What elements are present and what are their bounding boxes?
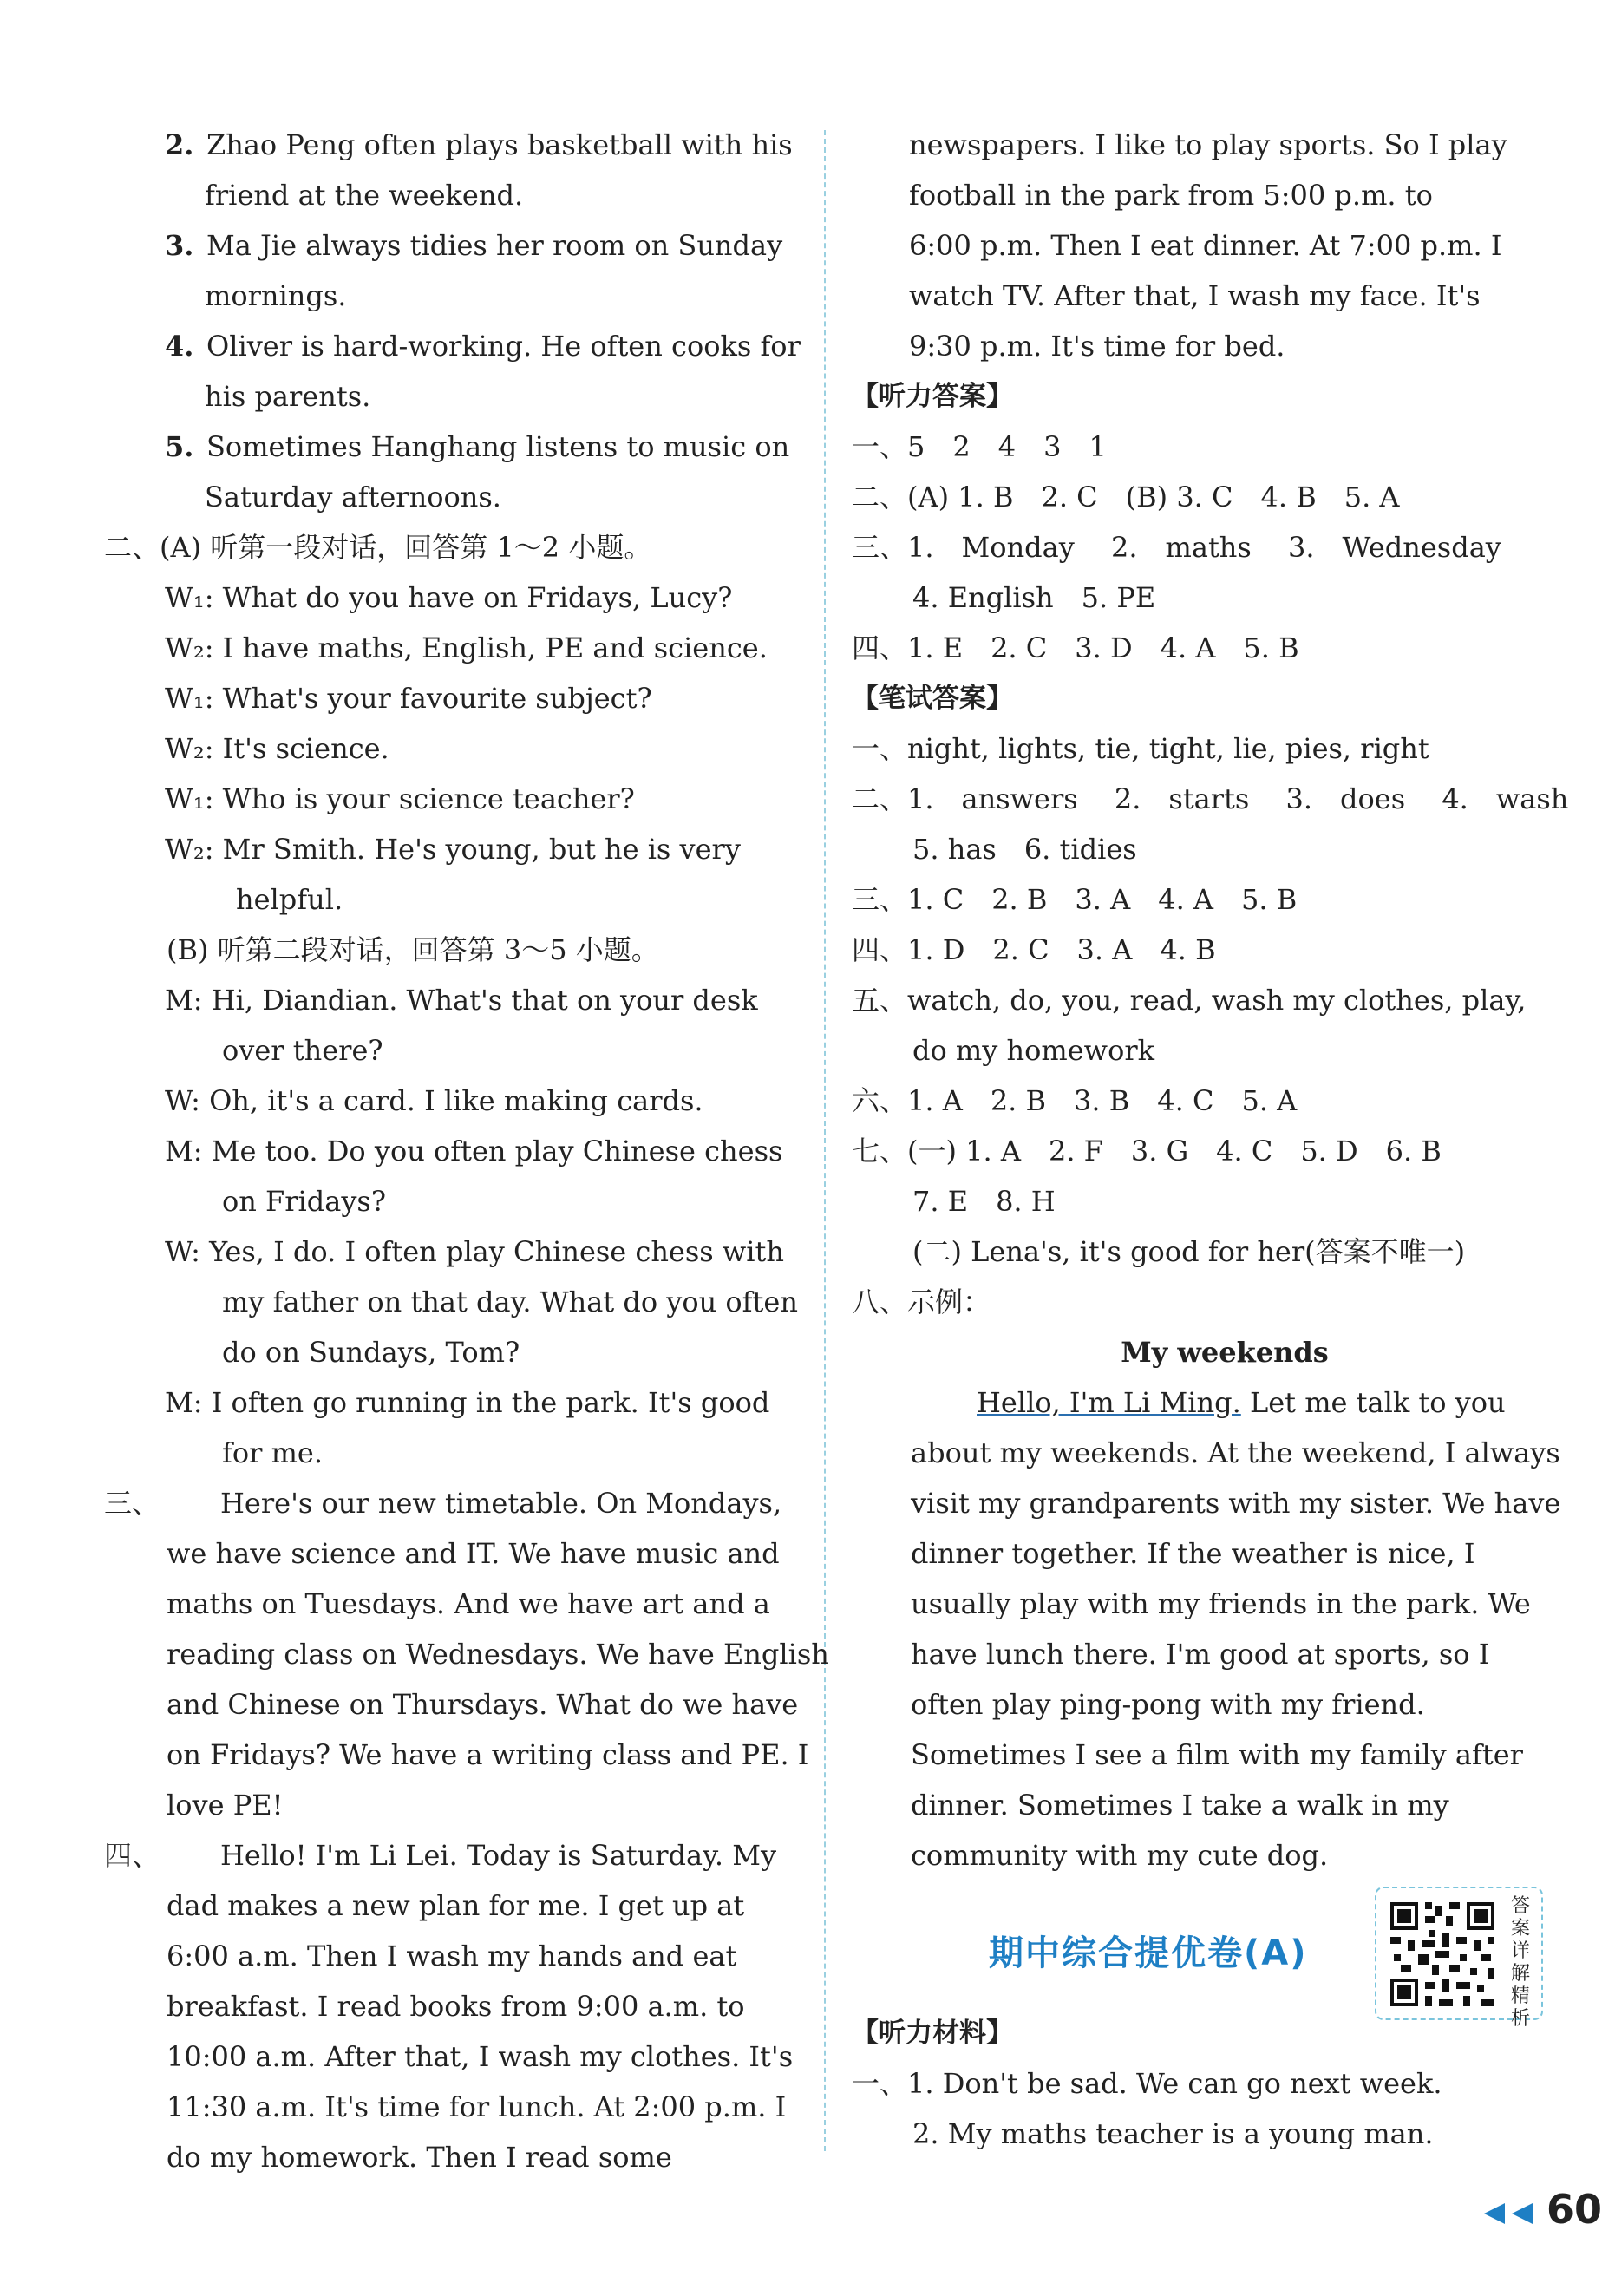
answer-line: do my homework — [912, 1034, 1155, 1067]
answer-line: 四、1. E 2. C 3. D 4. A 5. B — [852, 631, 1299, 664]
dialog-text: What do you have on Fridays, Lucy? — [222, 581, 733, 614]
speaker: W₁: — [165, 581, 214, 614]
passage-text: on Fridays? We have a writing class and PE. I — [167, 1738, 809, 1771]
dialog-text: over there? — [222, 1034, 383, 1067]
passage-text: and Chinese on Thursdays. What do we have — [167, 1688, 799, 1721]
essay-title: My weekends — [1121, 1336, 1329, 1369]
dialog-text: for me. — [222, 1436, 324, 1469]
item-number: 4. — [165, 330, 194, 363]
dialog-text: do on Sundays, Tom? — [222, 1336, 520, 1369]
speaker: M: — [165, 1135, 203, 1168]
passage-text: 9:30 p.m. It's time for bed. — [909, 330, 1285, 363]
right-column — [852, 120, 1569, 1881]
essay-text: usually play with my friends in the park. We — [911, 1587, 1531, 1620]
answer-line: 7. E 8. H — [912, 1185, 1056, 1218]
passage-text: Here's our new timetable. On Mondays, — [220, 1487, 782, 1520]
section-title: 期中综合提优卷(A) — [989, 1933, 1308, 1973]
answer-line: 三、1. C 2. B 3. A 4. A 5. B — [852, 883, 1298, 916]
essay-text: community with my cute dog. — [911, 1839, 1329, 1872]
speaker: W₂: — [165, 732, 214, 765]
passage-text: dad makes a new plan for me. I get up at — [167, 1889, 745, 1922]
speaker: W: — [165, 1084, 200, 1117]
essay-text: Let me talk to you — [1249, 1386, 1506, 1419]
passage-text: do my homework. Then I read some — [167, 2141, 672, 2174]
essay-text: visit my grandparents with my sister. We have — [911, 1487, 1561, 1520]
item-number: 2. — [165, 128, 194, 161]
section-label: 四、 — [104, 1839, 160, 1872]
item-text: Oliver is hard-working. He often cooks for — [206, 330, 801, 363]
question-number: 一、1. — [852, 2067, 934, 2100]
answer-line: 八、示例： — [852, 1285, 991, 1318]
dialog-text: What's your favourite subject? — [222, 682, 652, 715]
qr-label: 答案详解精析 — [1510, 1895, 1530, 2030]
essay-text: Sometimes I see a film with my family after — [911, 1738, 1523, 1771]
passage-text: newspapers. I like to play sports. So I play — [909, 128, 1507, 161]
answer-line: 六、1. A 2. B 3. B 4. C 5. A — [852, 1084, 1298, 1117]
answer-line: 二、(A) 1. B 2. C (B) 3. C 4. B 5. A — [852, 481, 1400, 513]
answer-line: 二、1. answers 2. starts 3. does 4. wash — [852, 782, 1569, 815]
back-arrow-icon[interactable] — [1479, 2201, 1540, 2227]
passage-text: 11:30 a.m. It's time for lunch. At 2:00 p.m. I — [167, 2090, 787, 2123]
dialog-text: my father on that day. What do you often — [222, 1285, 798, 1318]
item-text: mornings. — [205, 279, 347, 312]
section-header: 二、(A) 听第一段对话，回答第 1～2 小题。 — [104, 531, 652, 564]
answer-line: (二) Lena's, it's good for her(答案不唯一) — [912, 1235, 1466, 1268]
essay-opening: Hello, I'm Li Ming. — [977, 1386, 1241, 1419]
page-number: 60 — [1546, 2186, 1602, 2233]
dialog-text: I often go running in the park. It's good — [211, 1386, 770, 1419]
speaker: M: — [165, 1386, 203, 1419]
item-text: Saturday afternoons. — [205, 481, 501, 513]
item-text: Zhao Peng often plays basketball with his — [206, 128, 793, 161]
column-divider — [824, 130, 826, 2151]
section-header: (B) 听第二段对话，回答第 3～5 小题。 — [167, 933, 659, 966]
answer-line: 5. has 6. tidies — [912, 833, 1137, 866]
dialog-text: Hi, Diandian. What's that on your desk — [211, 984, 758, 1017]
speaker: W₂: — [165, 631, 214, 664]
answer-line: 四、1. D 2. C 3. A 4. B — [852, 933, 1216, 966]
speaker: W₂: — [165, 833, 214, 866]
speaker: W₁: — [165, 682, 214, 715]
listening-answers-title: 【听力答案】 — [852, 381, 1013, 412]
passage-text: 6:00 p.m. Then I eat dinner. At 7:00 p.m. I — [909, 229, 1502, 262]
dialog-text: I have maths, English, PE and science. — [222, 631, 768, 664]
dialog-text: Oh, it's a card. I like making cards. — [209, 1084, 703, 1117]
dialog-text: Yes, I do. I often play Chinese chess with — [209, 1235, 784, 1268]
qr-code-icon — [1387, 1899, 1498, 2010]
answer-line: 一、5 2 4 3 1 — [852, 430, 1107, 463]
essay-text: about my weekends. At the weekend, I always — [911, 1436, 1560, 1469]
question-number: 2. — [912, 2117, 939, 2150]
item-number: 3. — [165, 229, 194, 262]
passage-text: 6:00 a.m. Then I wash my hands and eat — [167, 1939, 737, 1972]
section-label: 三、 — [104, 1487, 160, 1520]
answer-line: 七、(一) 1. A 2. F 3. G 4. C 5. D 6. B — [852, 1135, 1442, 1168]
passage-text: 10:00 a.m. After that, I wash my clothes. It's — [167, 2040, 794, 2073]
written-answers-title: 【笔试答案】 — [852, 683, 1013, 714]
speaker: W₁: — [165, 782, 214, 815]
passage-text: reading class on Wednesdays. We have English — [167, 1638, 829, 1671]
essay-text: dinner together. If the weather is nice, I — [911, 1537, 1475, 1570]
qr-code-box[interactable] — [1375, 1887, 1543, 2030]
dialog-text: It's science. — [222, 732, 389, 765]
answer-line: 一、night, lights, tie, tight, lie, pies, right — [852, 732, 1429, 765]
item-text: Sometimes Hanghang listens to music on — [206, 430, 790, 463]
item-text: friend at the weekend. — [205, 179, 524, 212]
question-text: Don't be sad. We can go next week. — [942, 2067, 1442, 2100]
left-column — [104, 120, 829, 2182]
answer-line: 五、watch, do, you, read, wash my clothes, play, — [852, 984, 1527, 1017]
item-number: 5. — [165, 430, 194, 463]
passage-text: Hello! I'm Li Lei. Today is Saturday. My — [220, 1839, 777, 1872]
passage-text: watch TV. After that, I wash my face. It's — [909, 279, 1481, 312]
answer-line: 4. English 5. PE — [912, 581, 1156, 614]
listening-material-title: 【听力材料】 — [852, 2018, 1013, 2049]
dialog-text: Who is your science teacher? — [222, 782, 635, 815]
passage-text: football in the park from 5:00 p.m. to — [909, 179, 1433, 212]
essay-text: have lunch there. I'm good at sports, so I — [911, 1638, 1490, 1671]
dialog-text: on Fridays? — [222, 1185, 386, 1218]
dialog-text: Me too. Do you often play Chinese chess — [211, 1135, 783, 1168]
item-text: Ma Jie always tidies her room on Sunday — [206, 229, 783, 262]
passage-text: love PE! — [167, 1789, 284, 1822]
essay-text: often play ping-pong with my friend. — [911, 1688, 1425, 1721]
item-text: his parents. — [205, 380, 371, 413]
speaker: M: — [165, 984, 203, 1017]
passage-text: maths on Tuesdays. And we have art and a — [167, 1587, 770, 1620]
essay-text: dinner. Sometimes I take a walk in my — [911, 1789, 1449, 1822]
passage-text: we have science and IT. We have music and — [167, 1537, 780, 1570]
question-text: My maths teacher is a young man. — [947, 2117, 1434, 2150]
dialog-text: Mr Smith. He's young, but he is very — [222, 833, 741, 866]
dialog-text: helpful. — [236, 883, 343, 916]
passage-text: breakfast. I read books from 9:00 a.m. to — [167, 1990, 745, 2023]
speaker: W: — [165, 1235, 200, 1268]
answer-line: 三、1. Monday 2. maths 3. Wednesday — [852, 531, 1501, 564]
